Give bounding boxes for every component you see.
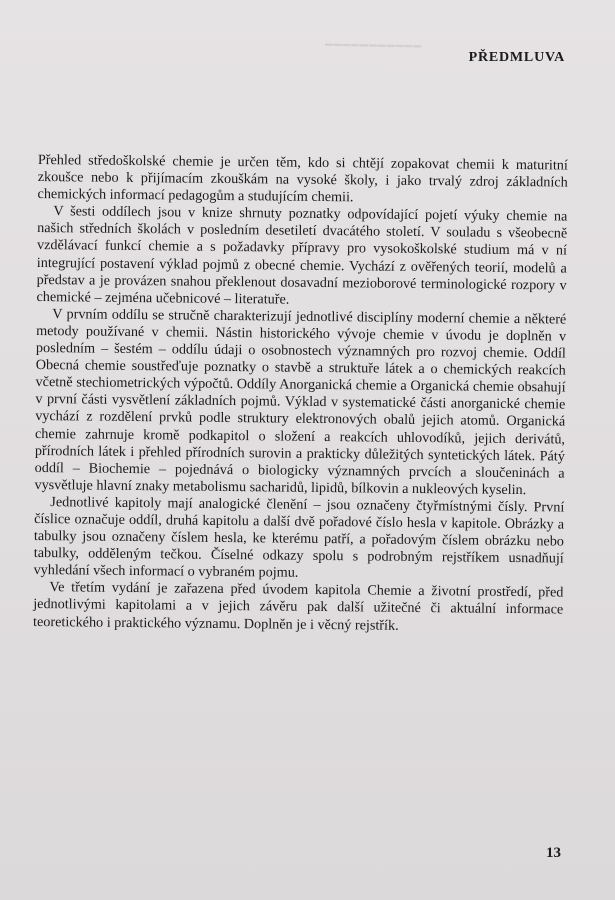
paragraph-3: V prvním oddílu se stručně charakterizují jednotlivé disciplíny moderní chemie a některé metody používané v chemii. Nástin historického vývoje chemie v úvodu je doplněn v posledním – šestém – oddílu údaji o osobnostech významných pro rozvoj chemie. Oddíl Obecná chemie soustřeďuje poznatky o stavbě a struktuře látek a o chemických reakcích včetně stechiometrických výpočtů. Oddíly Anorganická chemie a Organická chemie obsahují v první části vysvětlení základních pojmů. Výklad v systematické části anorganické chemie vychází z rozdělení prvků podle struktury elektronových obalů jejich atomů. Organická chemie zahrnuje kromě podkapitol o složení a reakcích uhlovodíků, jejich derivátů, přírodních látek i přehled přírodních surovin a prakticky důležitých syntetických látek. Pátý oddíl – Biochemie – pojednává o biologicky významných prvcích a sloučeninách a vysvětluje hlavní znaky metabolismu sacharidů, lipidů, bílkovin a nukleových kyselin. xyxy=(34,306,567,498)
page-number: 13 xyxy=(546,845,561,861)
paragraph-5: Ve třetím vydání je zařazena před úvodem kapitola Chemie a životní prostředí, před jednotlivými kapitolami a v jejich závěru pak další užitečné či aktuální informace teoretického i praktického významu. Doplněn je i věcný rejstřík. xyxy=(32,579,564,634)
paragraph-1: Přehled středoškolské chemie je určen těm, kdo si chtějí zopakovat chemii k maturitní zkoušce nebo k přijímacím zkouškám na vysoké školy, i jako trvalý zdroj základních chemických informací pedagogům a studujícím chemii. xyxy=(37,152,568,206)
preface-body xyxy=(33,152,568,636)
paragraph-2: V šesti oddílech jsou v knize shrnuty poznatky odpovídající pojetí výuky chemie na našich středních školách v posledním desetiletí dvacátého století. V souladu s všeobecně vzdělávací funkcí chemie a s požadavky přípravy pro vysokoškolské studium má v ní integrující postavení výklad pojmů z obecné chemie. Vychází z ověřených teorií, modelů a představ a je provázen snahou překlenout dosavadní mezioborové terminologické rozpory v chemické – zejména učebnicové – literatuře. xyxy=(36,203,568,308)
show-through-text: ━━━━━━━━━━━ xyxy=(324,37,423,54)
paragraph-4: Jednotlivé kapitoly mají analogické členění – jsou označeny čtyřmístnými čísly. První číslice označuje oddíl, druhá kapitolu a další dvě pořadové číslo hesla v kapitole. Obrázky a tabulky jsou označeny číslem hesla, ke kterému patří, a pořadovým číslem obrázku nebo tabulky, odděleným tečkou. Číselné odkazy spolu s podrobným rejstříkem usnadňují vyhledání všech informací o vybraném pojmu. xyxy=(33,494,565,581)
page-title: PŘEDMLUVA xyxy=(468,50,565,65)
